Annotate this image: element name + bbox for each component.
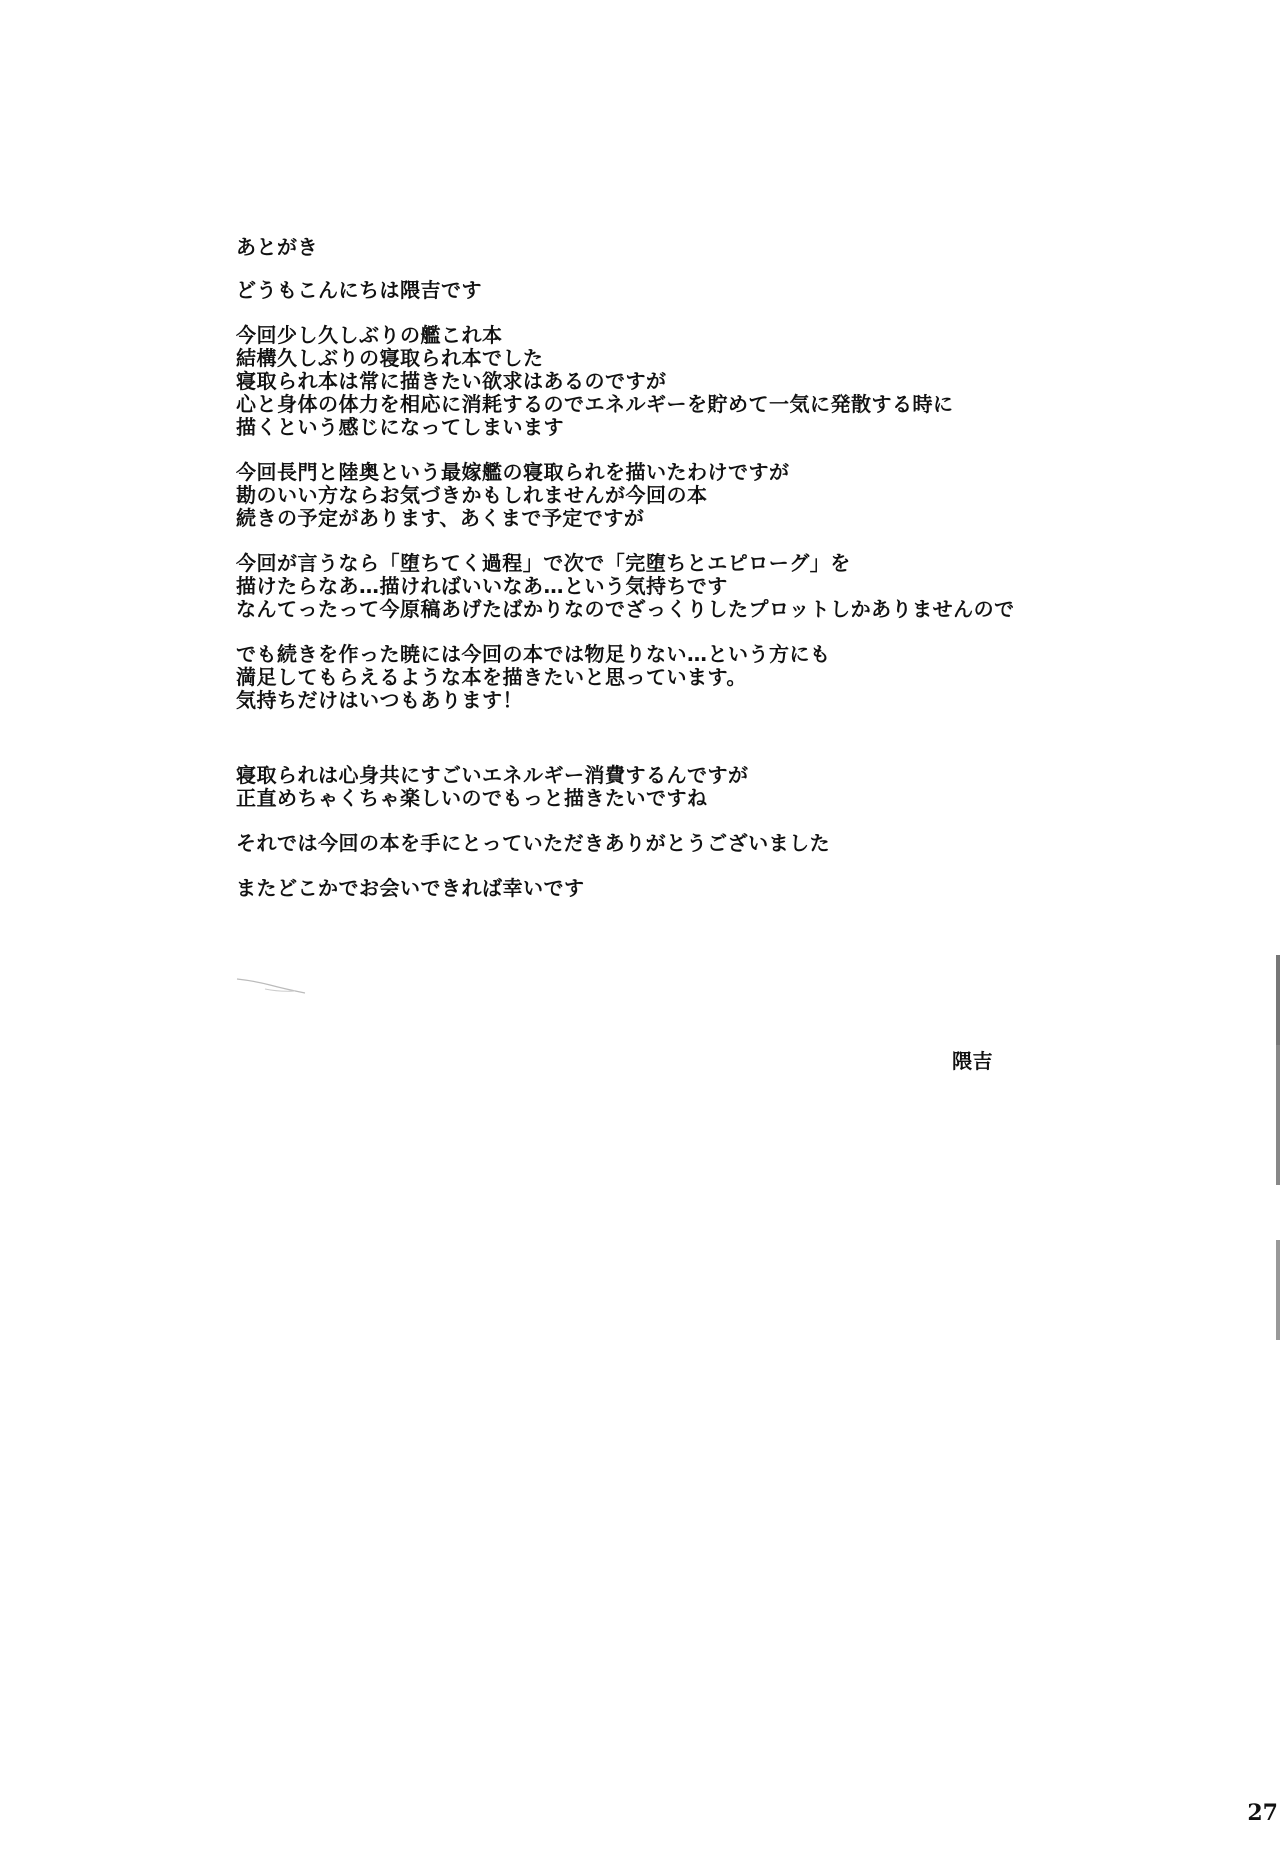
text-line: 心と身体の体力を相応に消耗するのでエネルギーを貯めて一気に発散する時に bbox=[236, 392, 954, 416]
text-line: それでは今回の本を手にとっていただきありがとうございました bbox=[236, 831, 831, 855]
paragraph-feelings bbox=[236, 764, 1086, 810]
afterword-title: あとがき bbox=[236, 235, 318, 259]
text-line: 満足してもらえるような本を描きたいと思っています。 bbox=[236, 665, 747, 689]
text-line: 描くという感じになってしまいます bbox=[236, 415, 564, 439]
text-line: またどこかでお会いできれば幸いです bbox=[236, 876, 585, 900]
text-line: 気持ちだけはいつもあります！ bbox=[236, 688, 523, 712]
text-line: 勘のいい方ならお気づきかもしれませんが今回の本 bbox=[236, 483, 708, 507]
paragraph-sequel bbox=[236, 461, 1086, 530]
text-line: 寝取られは心身共にすごいエネルギー消費するんですが bbox=[236, 763, 749, 787]
paragraph-wish bbox=[236, 643, 1086, 712]
paragraph-plan bbox=[236, 552, 1086, 621]
paragraph-farewell bbox=[236, 877, 1086, 900]
text-line: なんてったって今原稿あげたばかりなのでざっくりしたプロットしかありませんので bbox=[236, 597, 1015, 621]
paper-scuff-mark bbox=[235, 975, 315, 1000]
text-line: 今回が言うなら「堕ちてく過程」で次で「完堕ちとエピローグ」を bbox=[236, 551, 851, 575]
scan-edge-shadow bbox=[1276, 1240, 1280, 1340]
text-line: でも続きを作った暁には今回の本では物足りない…という方にも bbox=[236, 642, 831, 666]
text-line: 結構久しぶりの寝取られ本でした bbox=[236, 346, 544, 370]
text-line: 続きの予定があります、あくまで予定ですが bbox=[236, 506, 645, 530]
text-line: 今回少し久しぶりの艦これ本 bbox=[236, 323, 503, 347]
text-line: 正直めちゃくちゃ楽しいのでもっと描きたいですね bbox=[236, 786, 708, 810]
paragraph-thanks bbox=[236, 832, 1086, 855]
text-line: 寝取られ本は常に描きたい欲求はあるのですが bbox=[236, 369, 667, 393]
afterword-text bbox=[236, 236, 1086, 922]
text-line: 今回長門と陸奥という最嫁艦の寝取られを描いたわけですが bbox=[236, 460, 790, 484]
page-number: 27 bbox=[1247, 1800, 1278, 1826]
scan-edge-shadow bbox=[1276, 1045, 1280, 1185]
paragraph-intro bbox=[236, 324, 1086, 439]
text-line: 描けたらなあ…描ければいいなあ…という気持ちです bbox=[236, 574, 728, 598]
paragraph-greeting bbox=[236, 279, 1086, 302]
text-line: どうもこんにちは隈吉です bbox=[236, 278, 482, 302]
scan-edge-shadow bbox=[1276, 955, 1280, 1045]
author-signature: 隈吉 bbox=[952, 1049, 993, 1073]
